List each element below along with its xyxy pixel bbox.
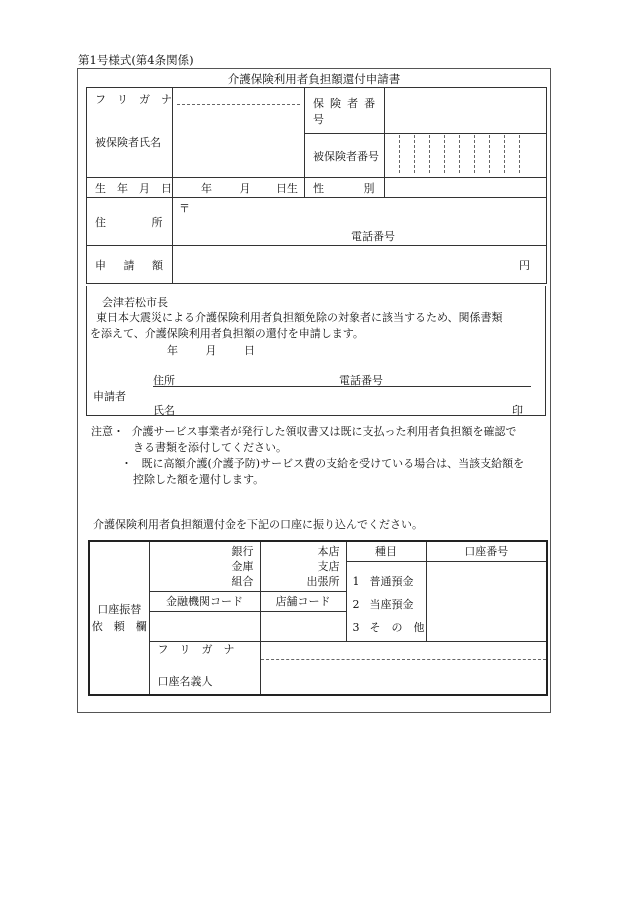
- holder-furigana-input[interactable]: [261, 642, 547, 660]
- account-number-header: 口座番号: [426, 541, 547, 561]
- sex-label-suffix: 別: [363, 181, 375, 195]
- applicant-phone-label: 電話番号: [339, 374, 383, 387]
- amount-label-2: 請: [123, 258, 135, 272]
- applicant-name-line[interactable]: [153, 402, 531, 416]
- furigana-input[interactable]: [177, 88, 300, 105]
- shinkin-label: 金庫: [231, 560, 254, 573]
- insured-number-label: 被保険者番号: [313, 149, 379, 163]
- birth-day-label: 日生: [276, 181, 298, 195]
- addressee: 会津若松市長: [102, 296, 168, 309]
- phone-label: 電話番号: [351, 230, 395, 243]
- address-label: 住: [95, 215, 106, 229]
- declaration-month: 月: [205, 344, 217, 357]
- form-title: 介護保険利用者負担額還付申請書: [227, 72, 401, 86]
- account-holder-input[interactable]: [260, 641, 547, 695]
- yen-label: 円: [519, 258, 530, 272]
- amount-input[interactable]: [173, 246, 547, 284]
- birth-date-label: 生 年 月 日: [95, 181, 172, 195]
- applicant-address-line[interactable]: [153, 372, 531, 387]
- amount-label-1: 申: [95, 258, 106, 272]
- seal-mark: 印: [512, 404, 523, 417]
- account-kind-options[interactable]: [346, 561, 426, 641]
- note-label: 注意・: [91, 425, 124, 438]
- option-2-number: 2: [352, 597, 360, 611]
- bank-label: 銀行: [231, 545, 254, 558]
- holder-label: 口座名義人: [157, 674, 213, 688]
- transfer-section-label-1: 口座振替: [97, 603, 142, 616]
- birth-month-label: 月: [239, 181, 251, 195]
- kumiai-label: 組合: [231, 575, 254, 588]
- form-label: 第1号様式(第4条関係): [78, 53, 194, 67]
- account-number-input[interactable]: [426, 561, 547, 641]
- branch-code-input[interactable]: [260, 611, 346, 641]
- insurer-number-input[interactable]: [385, 88, 547, 134]
- option-1-number: 1: [352, 574, 360, 588]
- transfer-instruction: 介護保険利用者負担額還付金を下記の口座に振り込んでください。: [93, 518, 423, 531]
- note-1-line-1: 介護サービス事業者が発行した領収書又は既に支払った利用者負担額を確認で: [131, 425, 517, 438]
- shiten-label: 支店: [317, 560, 340, 573]
- applicant-address-label: 住所: [153, 374, 175, 387]
- declaration-line-1: 東日本大震災による介護保険利用者負担額免除の対象者に該当するため、関係書類: [96, 311, 503, 324]
- postal-mark: 〒: [179, 202, 190, 215]
- furigana-label: フ リ ガ ナ: [95, 93, 172, 106]
- applicant-table: [86, 87, 547, 284]
- holder-furigana-label: フ リ ガ ナ: [157, 642, 235, 656]
- amount-label-3: 額: [152, 258, 163, 272]
- option-other: そ の 他: [369, 620, 425, 634]
- honten-label: 本店: [317, 545, 340, 558]
- note-1-line-2: きる書類を添付してください。: [133, 441, 287, 454]
- insurer-number-label: 保険者番号: [313, 96, 382, 126]
- birth-year-label: 年: [201, 181, 212, 195]
- branch-name-input[interactable]: [260, 541, 346, 591]
- applicant-name-label: 氏名: [153, 404, 175, 417]
- declaration-day: 日: [244, 344, 255, 357]
- shucchojo-label: 出張所: [306, 575, 340, 588]
- sex-label: 性: [313, 181, 324, 195]
- address-label-suffix: 所: [151, 215, 163, 229]
- birth-date-input[interactable]: [173, 178, 305, 198]
- bank-table: [88, 540, 548, 696]
- address-input[interactable]: [173, 198, 547, 246]
- applicant-label: 申請者: [93, 390, 126, 403]
- insured-name-label: 被保険者氏名: [95, 135, 161, 149]
- insured-number-input[interactable]: [385, 134, 547, 178]
- sex-input[interactable]: [385, 178, 547, 198]
- note-2-line-1: 既に高額介護(介護予防)サービス費の支給を受けている場合は、当該支給額を: [141, 457, 525, 470]
- note-bullet: ・: [121, 457, 132, 470]
- option-current: 当座預金: [369, 597, 414, 611]
- account-kind-header: 種目: [346, 541, 426, 561]
- declaration-year: 年: [167, 344, 178, 357]
- branch-code-label: 店舗コード: [260, 591, 346, 611]
- bank-code-input[interactable]: [149, 611, 260, 641]
- note-2-line-2: 控除した額を還付します。: [133, 473, 265, 486]
- option-ordinary: 普通預金: [369, 574, 414, 588]
- bank-code-label: 金融機関コード: [149, 591, 260, 611]
- bank-name-input[interactable]: [149, 541, 260, 591]
- declaration-line-2: を添えて、介護保険利用者負担額の還付を申請します。: [90, 327, 364, 340]
- insured-name-input[interactable]: [173, 105, 304, 177]
- transfer-section-label-2: 依 頼 欄: [91, 620, 147, 633]
- option-3-number: 3: [352, 620, 360, 634]
